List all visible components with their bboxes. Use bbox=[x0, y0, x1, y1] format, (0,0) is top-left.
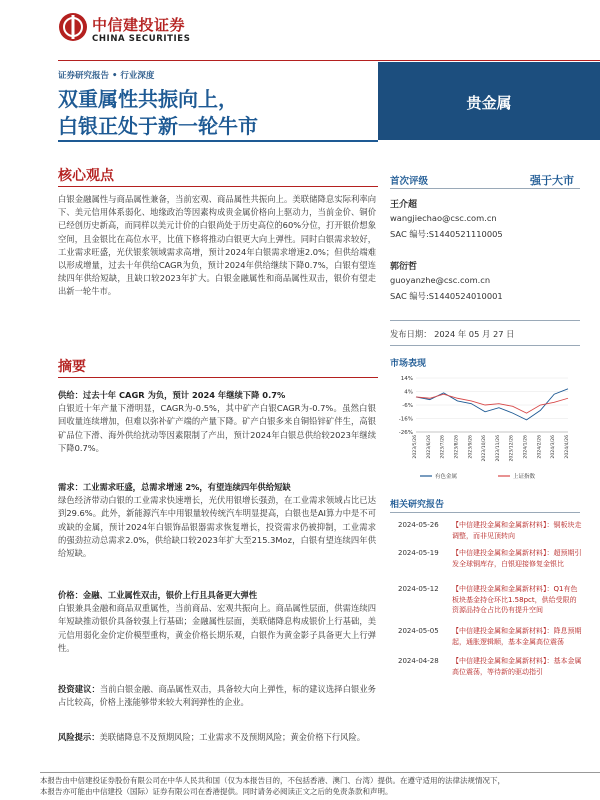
report-title-line2: 白银正处于新一轮牛市 bbox=[58, 114, 258, 138]
summary-demand bbox=[58, 481, 376, 560]
related-divider bbox=[390, 512, 580, 513]
investment-text: 当前白银金融、商品属性双击，具备较大向上弹性，标的建议选择白银业务占比较高，价格上涨能够带来较大利润弹性的企业。 bbox=[58, 684, 376, 708]
x-tick-label: 2023/12/26 bbox=[509, 435, 515, 462]
summary-heading: 摘要 bbox=[58, 359, 86, 375]
footer-divider bbox=[40, 772, 600, 773]
x-tick-label: 2024/4/26 bbox=[565, 435, 570, 459]
brand-emblem-icon bbox=[58, 12, 88, 42]
related-report-date: 2024-05-12 bbox=[398, 585, 439, 593]
demand-title: 需求：工业需求旺盛，总需求增速 2%，有望连续四年供给短缺 bbox=[58, 482, 291, 492]
analyst1-sac: SAC 编号:S1440521110005 bbox=[390, 229, 503, 239]
supply-text: 白银近十年产量下滑明显，CAGR为-0.5%，其中矿产白银CAGR为-0.7%。虽然白银回收量连续增加，但难以弥补矿产端的产量下降。矿产白银多来自铜铅锌矿伴生，高银矿品位下滑、海外供给扰动等因素限制了产出，预计2024年白银总供给较2023年继续下降0.7%。 bbox=[58, 403, 376, 453]
footer-line2: 本报告亦可能由中信建投（国际）证券有限公司在香港提供。同时请务必阅读正文之后的免责条款和声明。 bbox=[40, 787, 393, 796]
x-tick-label: 2023/11/26 bbox=[495, 435, 501, 462]
x-tick-label: 2023/7/26 bbox=[440, 435, 446, 459]
related-heading: 相关研究报告 bbox=[390, 500, 445, 510]
footer-disclaimer bbox=[40, 775, 600, 797]
demand-text: 绿色经济带动白银的工业需求快速增长，光伏用银增长强劲，在工业需求领域占比已达到29.6%。此外，新能源汽车中用银量较传统汽车明显提高，白银也是AI算力中是不可或缺的金属，预计2024年白银饰品银器需求恢复增长，投资需求仍被抑制，工业需求的强劲拉动总需求2.0%，供给缺口较2023年扩大至215.3Moz，白银有望连续四年供给短缺。 bbox=[58, 495, 376, 559]
price-title: 价格：金融、工业属性双击，银价上行且具备更大弹性 bbox=[58, 590, 258, 600]
y-tick-label: 14% bbox=[400, 376, 413, 382]
related-report-title[interactable]: 【中信建投金属和金属新材料】：铜板块走调整，而非见顶转向 bbox=[452, 521, 582, 540]
x-tick-label: 2023/10/26 bbox=[482, 435, 488, 462]
investment-title: 投资建议： bbox=[58, 684, 100, 694]
summary-price bbox=[58, 589, 376, 655]
summary-divider bbox=[58, 377, 378, 378]
rating-divider bbox=[390, 188, 580, 189]
y-tick-label: 4% bbox=[404, 389, 413, 396]
x-tick-label: 2023/8/26 bbox=[454, 435, 460, 459]
core-view-divider bbox=[58, 186, 378, 187]
y-tick-label: -16% bbox=[398, 416, 413, 423]
related-report-date: 2024-04-28 bbox=[398, 657, 439, 665]
industry-label: 贵金属 bbox=[466, 94, 512, 112]
related-report-title[interactable]: 【中信建投金属和金属新材料】：Q1有色板块基金持仓环比1.58pct，供给受限的资源品持仓占比仍有提升空间 bbox=[452, 585, 578, 614]
core-view-text: 白银金融属性与商品属性兼备，当前宏观、商品属性共振向上。美联储降息实际利率向下、美元信用体系弱化、地缘政治等因素构成贵金属价格向上驱动力，当前金价、铜价已经创历史新高，而同样以美元计价的白银尚处于历史高位的60%分位，打开银价想象空间，且金银比在高位水平，比值下修将推动白银更大向上弹性。同时白银需求较好，工业需求旺盛，光伏银浆领域需求高增，预计2024年白银需求增速2.0%；但供给端难以形成增量，过去十年供给CAGR为负，预计2024年供给继续下降0.7%，白银有望连续四年供给短缺，且缺口较2023年扩大。白银金融属性和商品属性双击，银价有望走出新一轮牛市。 bbox=[58, 194, 376, 297]
footer-line1: 本报告由中信建投证券股份有限公司在中华人民共和国（仅为本报告目的，不包括香港、澳门、台湾）提供。在遵守适用的法律法规情况下， bbox=[40, 776, 505, 785]
title-underline bbox=[58, 140, 378, 142]
date-divider-bottom bbox=[390, 345, 580, 346]
legend-label: 有色金属 bbox=[435, 474, 458, 480]
x-tick-label: 2023/9/26 bbox=[468, 435, 474, 459]
analyst2-sac: SAC 编号:S1440524010001 bbox=[390, 291, 503, 301]
related-report-title[interactable]: 【中信建投金属和金属新材料】：降息预期起，通胀逻辑顺，基本金属高位震荡 bbox=[452, 627, 582, 646]
brand-logo bbox=[58, 12, 218, 52]
market-heading: 市场表现 bbox=[390, 359, 427, 369]
related-report-title[interactable]: 【中信建投金属和金属新材料】：基本金属高位震荡，等待新的驱动指引 bbox=[452, 657, 582, 676]
risk-title: 风险提示： bbox=[58, 732, 100, 742]
analyst1-email[interactable]: wangjiechao@csc.com.cn bbox=[390, 213, 497, 223]
report-title-line1: 双重属性共振向上， bbox=[58, 87, 238, 111]
market-performance-chart bbox=[390, 370, 590, 485]
report-title bbox=[58, 86, 258, 140]
related-report-date: 2024-05-26 bbox=[398, 521, 439, 529]
x-tick-label: 2023/6/26 bbox=[426, 435, 432, 459]
related-report-title[interactable]: 【中信建投金属和金属新材料】：超预期引发全球铜库存，白银迎接修复金银比 bbox=[452, 549, 582, 568]
industry-banner bbox=[378, 62, 600, 140]
core-view-heading: 核心观点 bbox=[58, 168, 114, 184]
y-tick-label: -26% bbox=[398, 430, 413, 436]
summary-supply bbox=[58, 389, 376, 455]
analyst2-email[interactable]: guoyanzhe@csc.com.cn bbox=[390, 275, 491, 285]
summary-risk bbox=[58, 731, 376, 744]
brand-name-en: CHINA SECURITIES bbox=[92, 34, 191, 44]
supply-title: 供给：过去十年 CAGR 为负，预计 2024 年继续下降 0.7% bbox=[58, 390, 286, 400]
related-report-date: 2024-05-05 bbox=[398, 627, 439, 635]
rating-label: 首次评级 bbox=[390, 176, 429, 187]
analyst1-name: 王介超 bbox=[390, 200, 418, 210]
analyst2-name: 郭衍哲 bbox=[390, 262, 418, 272]
risk-text: 美联储降息不及预期风险；工业需求不及预期风险；黄金价格下行风险。 bbox=[99, 732, 366, 742]
legend-label: 上证指数 bbox=[513, 474, 536, 480]
report-series: 证券研究报告 • 行业深度 bbox=[58, 71, 155, 81]
publish-date: 发布日期： 2024 年 05 月 27 日 bbox=[390, 329, 515, 339]
y-tick-label: -6% bbox=[402, 403, 413, 409]
x-tick-label: 2024/1/26 bbox=[523, 435, 529, 459]
series-line bbox=[416, 394, 568, 413]
date-divider-top bbox=[390, 320, 580, 321]
x-tick-label: 2023/5/26 bbox=[413, 435, 418, 459]
brand-name-cn: 中信建投证券 bbox=[92, 16, 186, 34]
x-tick-label: 2024/2/26 bbox=[537, 435, 543, 459]
header-divider bbox=[58, 60, 600, 61]
related-report-date: 2024-05-19 bbox=[398, 549, 439, 557]
rating-value: 强于大市 bbox=[530, 174, 574, 187]
summary-investment bbox=[58, 683, 376, 709]
price-text: 白银兼具金融和商品双重属性，当前商品、宏观共振向上。商品属性层面，供需连续四年短缺推动银价具备较强上行基础；金融属性层面，美联储降息构成银价上行基础，美元信用弱化金价定价模型重构，黄金价格长期乐观，白银作为黄金影子具备更大上行弹性。 bbox=[58, 603, 376, 653]
x-tick-label: 2024/3/26 bbox=[551, 435, 557, 459]
